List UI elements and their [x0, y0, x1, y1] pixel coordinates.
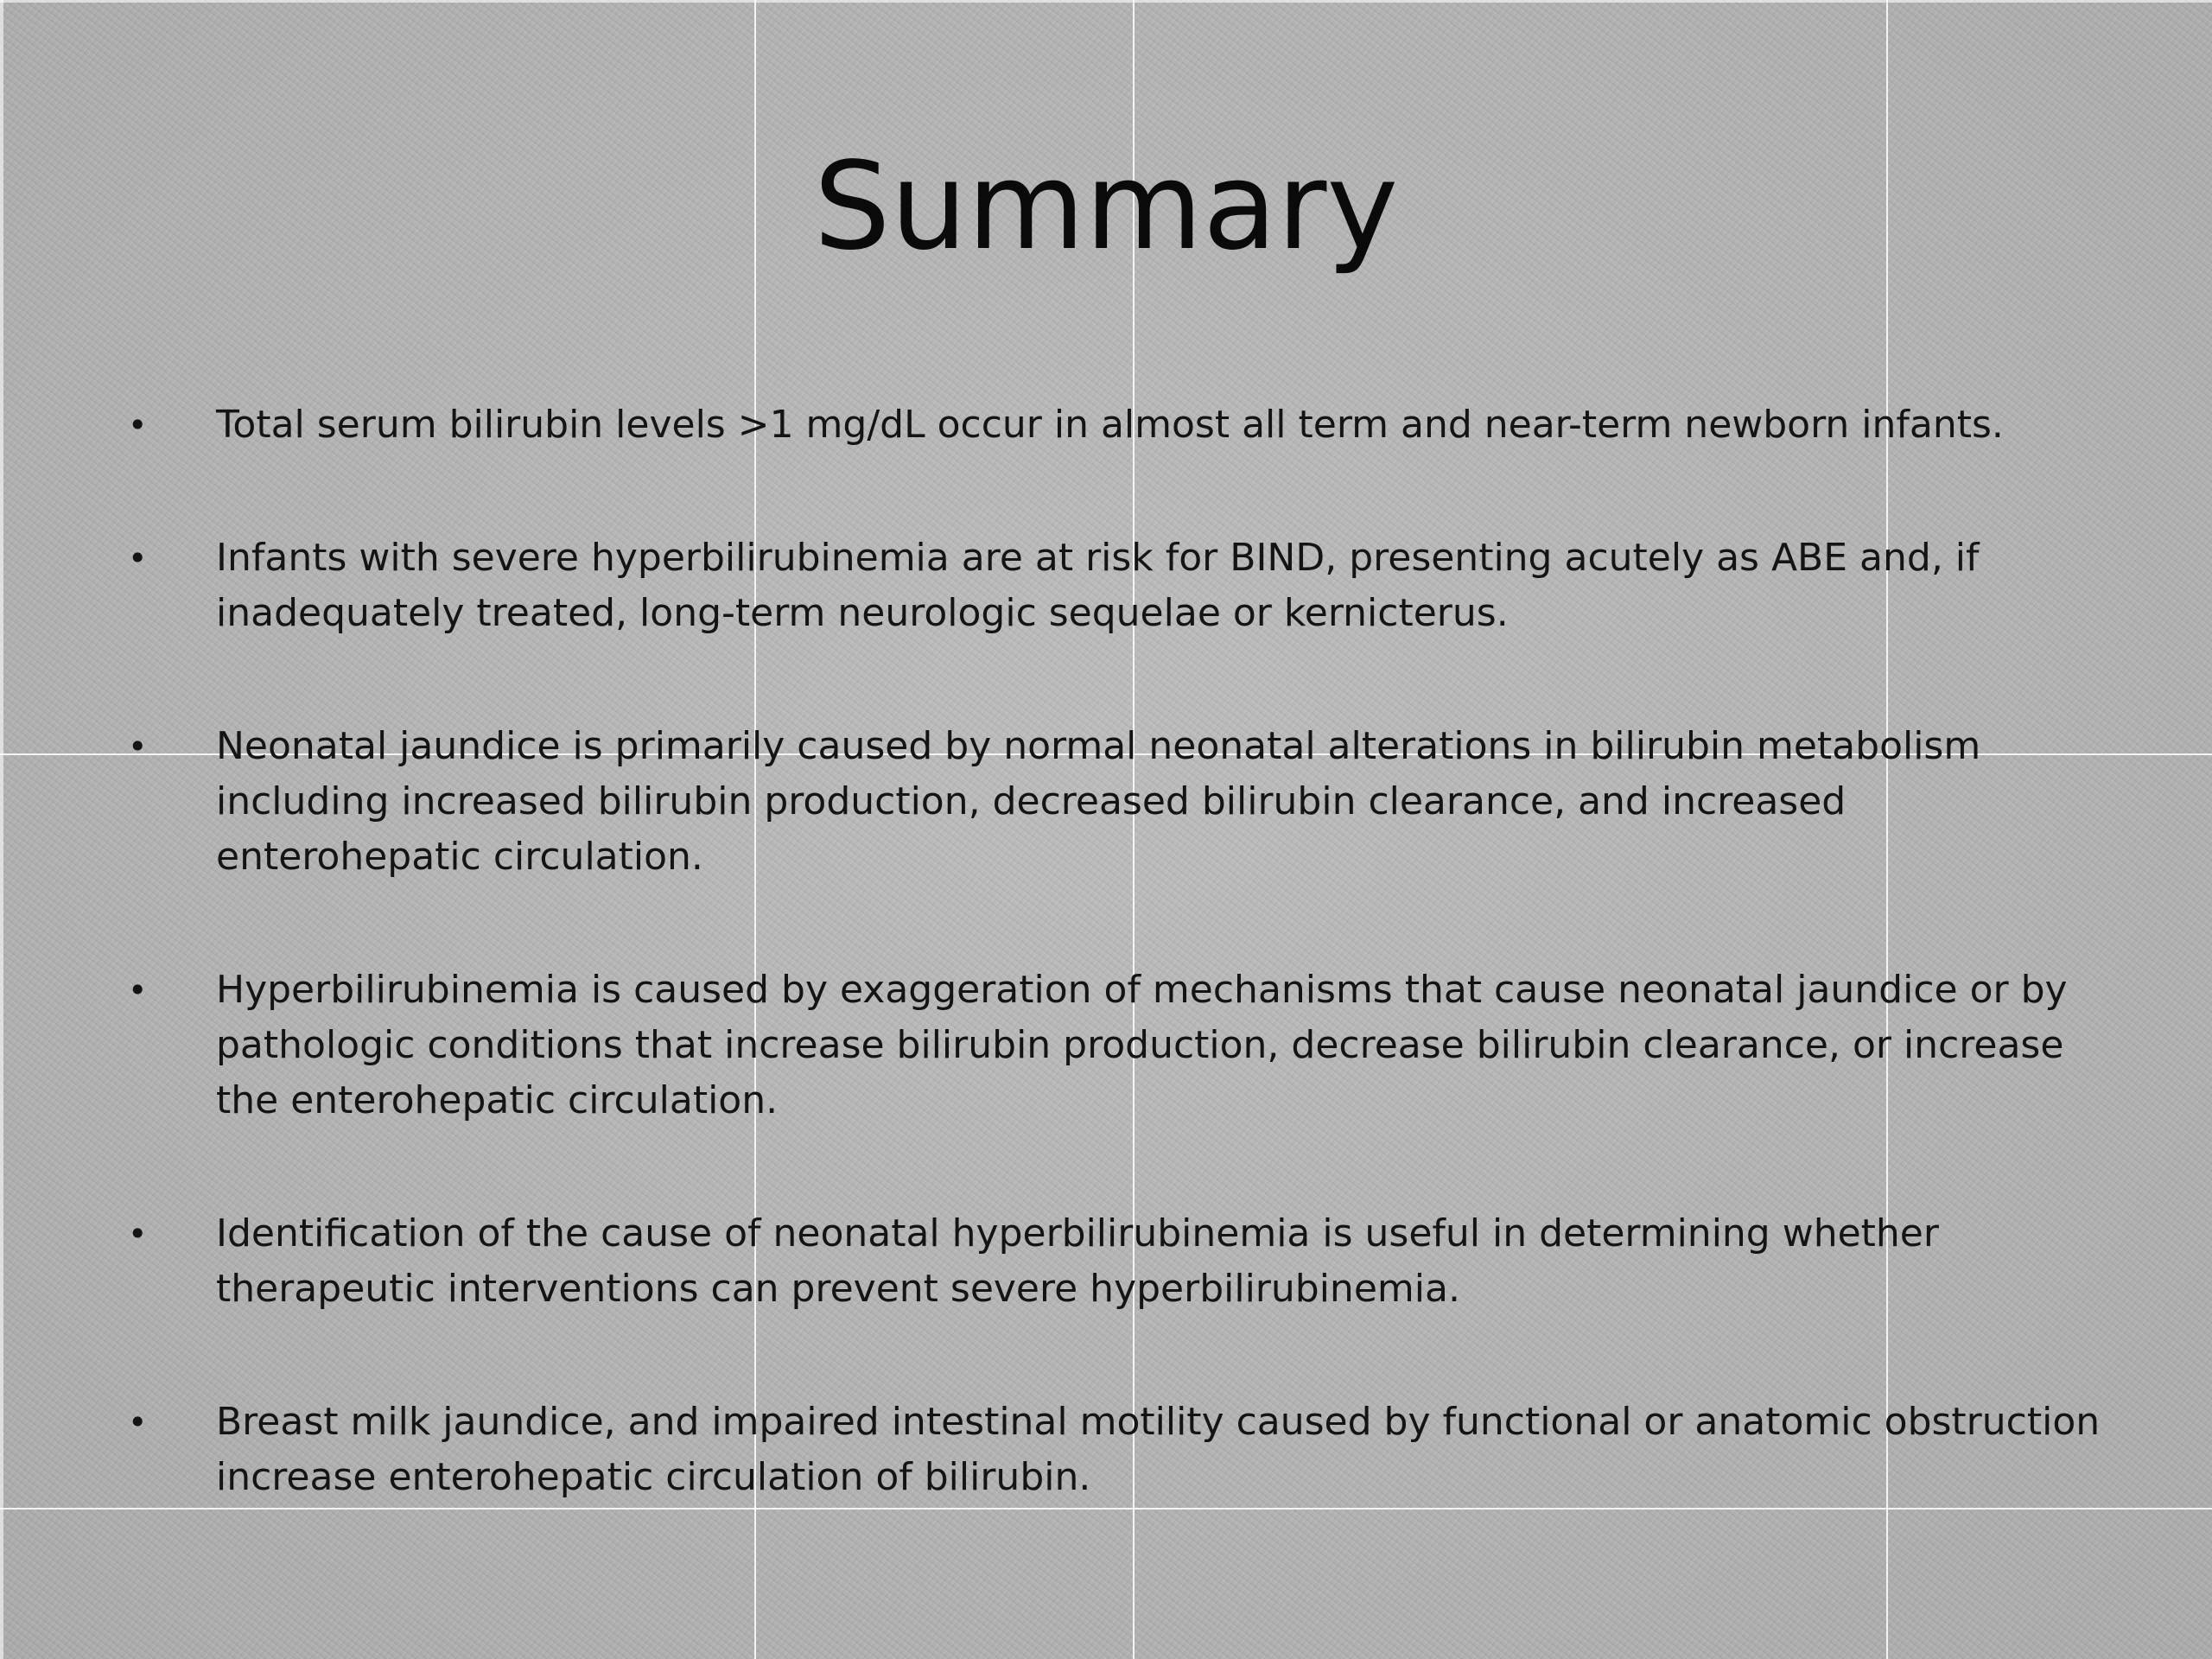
bullet-icon: • [128, 971, 148, 1009]
bullet-item-4 [128, 963, 2115, 1128]
slide-title: Summary [813, 137, 1399, 277]
bullet-icon: • [128, 539, 148, 577]
bullet-text: Neonatal jaundice is primarily caused by normal neonatal alterations in bilirubin metabolism including increased bilirubin production, decreased bilirubin clearance, and increased enterohepatic circulation. [216, 724, 1981, 879]
bullet-icon: • [128, 406, 148, 444]
bullet-text: Breast milk jaundice, and impaired intestinal motility caused by functional or anatomic obstruction increase enterohepatic circulation of bilirubin. [216, 1400, 2101, 1499]
bullet-text: Hyperbilirubinemia is caused by exaggeration of mechanisms that cause neonatal jaundice or by pathologic conditions that increase bilirubin production, decrease bilirubin clearance, or increase the enterohepatic circulation. [216, 968, 2068, 1122]
bullet-text: Identification of the cause of neonatal hyperbilirubinemia is useful in determining whether therapeutic interventions can prevent severe hyperbilirubinemia. [216, 1211, 1939, 1311]
slide-border-top [0, 0, 2212, 3]
bullet-icon: • [128, 1403, 148, 1441]
bullet-item-1 [128, 397, 2115, 453]
bullet-list [128, 397, 2115, 1583]
bullet-icon: • [128, 728, 148, 766]
bullet-text: Infants with severe hyperbilirubinemia are at risk for BIND, presenting acutely as ABE and, if inadequately treated, long-term neurologic sequelae or kernicterus. [216, 536, 1980, 635]
bullet-item-6 [128, 1395, 2115, 1505]
bullet-text: Total serum bilirubin levels >1 mg/dL occur in almost all term and near-term newborn infants. [216, 403, 2004, 447]
bullet-icon: • [128, 1215, 148, 1253]
bullet-item-5 [128, 1206, 2115, 1317]
bullet-item-2 [128, 531, 2115, 641]
bullet-item-3 [128, 719, 2115, 885]
